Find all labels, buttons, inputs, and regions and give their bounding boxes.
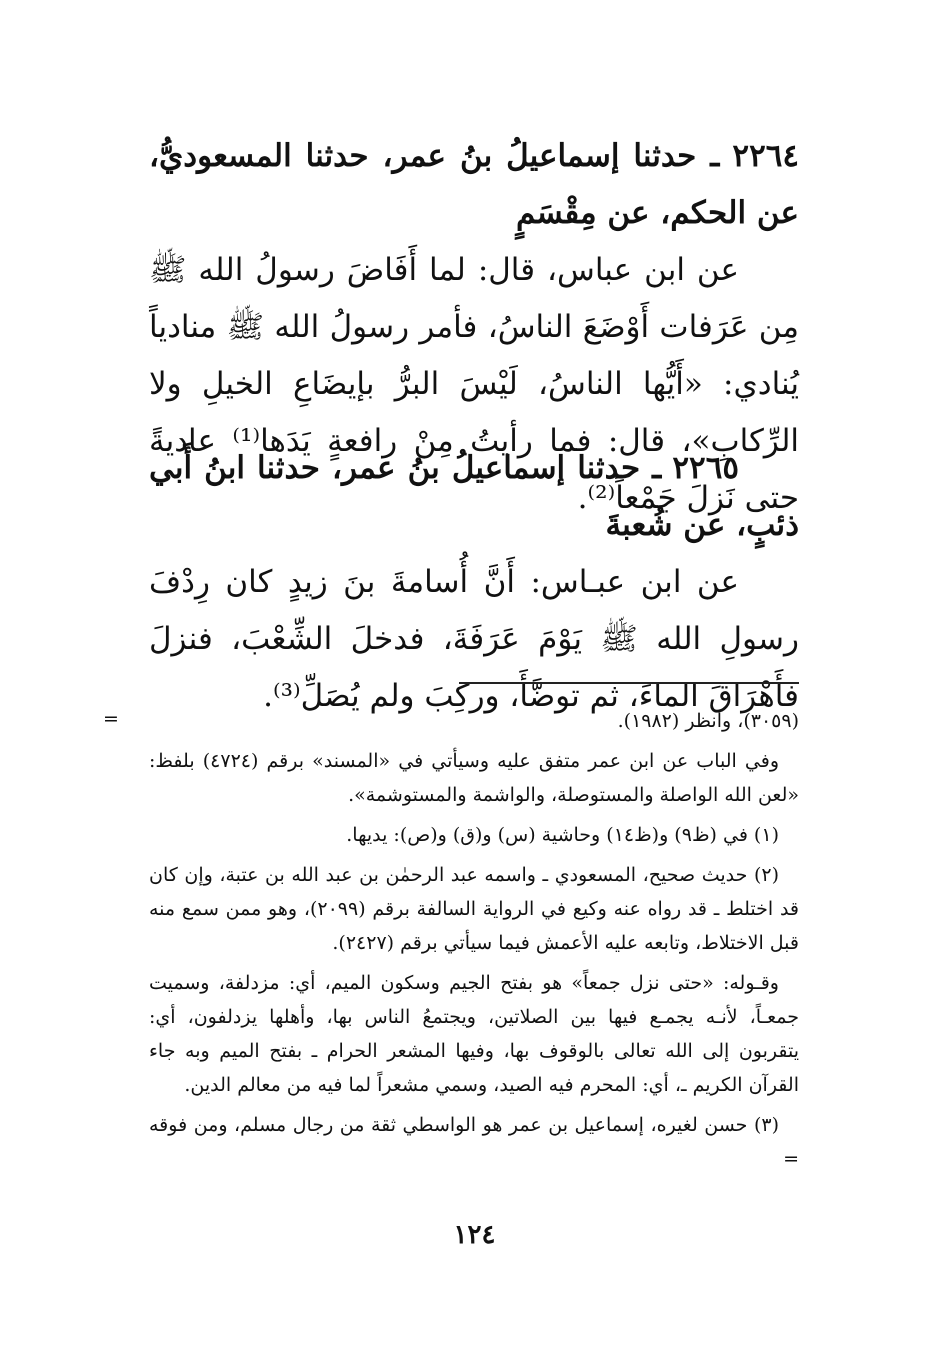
footnote-2-explanation: وقـوله: «حتى نزل جمعاً» هو بفتح الجيم وسكون الميم، أي: مزدلفة، وسميت جمعـاً، لأنـه يجمـع فيها بين الصلاتين، ويجتمعُ الناس بها، وأهلها يزدلفون، أي: يتقربون إلى الله تعالى بالوقوف بها، وفيها المشعر الحرام ـ بفتح الميم وبه جاء القرآن الكريم ـ، أي: المحرم فيه الصيد، وسمي مشعراً لما فيه من معالم الدين. (149, 972, 799, 1096)
footnote-1: (١) في (ظ٩) و(ظ١٤) وحاشية (س) و(ق) و(ص): يديها. (346, 824, 779, 846)
footnote-separator (459, 682, 799, 684)
footnote-3 (149, 1108, 799, 1176)
footnote-continuation: (٣٠٥٩)، وانظر (١٩٨٢). (617, 710, 799, 732)
hadith-2265-isnad: ٢٢٦٥ ـ حدثنا إسماعيلُ بنُ عمر، حدثنا ابنُ أَبي ذئبٍ، عن شُعبةَ (149, 450, 799, 543)
hadith-number: ٢٢٦٥ (672, 450, 740, 486)
hadith-number: ٢٢٦٤ (732, 138, 800, 174)
footnotes (149, 704, 799, 1182)
continuation-mark: = (103, 708, 119, 730)
page-number: ١٢٤ (453, 1220, 496, 1250)
continuation-mark-end: = (783, 1148, 799, 1170)
footnote-continuation-para: وفي الباب عن ابن عمر متفق عليه وسيأتي في «المسند» برقم (٤٧٢٤) بلفظ: «لعن الله الواصلة والمستوصلة، والواشمة والمستوشمة». (149, 750, 799, 806)
isnad-text: حدثنا إسماعيلُ بنُ عمر، حدثنا المسعوديُّ، عن الحكم، عن مِقْسَمٍ (149, 138, 799, 231)
footnote-2: (٢) حديث صحيح، المسعودي ـ واسمه عبد الرحمٰن بن عبد الله بن عتبة، وإن كان قد اختلط ـ قد رواه عنه وكيع في الرواية السالفة برقم (٢٠٩٩)، وهو ممن سمع منه قبل الاختلاط، وتابعه عليه الأعمش فيما سيأتي برقم (٢٤٢٧). (149, 864, 800, 954)
footnote-3-text: (٣) حسن لغيره، إسماعيل بن عمر هو الواسطي ثقة من رجال مسلم، ومن فوقه (149, 1114, 779, 1136)
hadith-2265-matn: عن ابن عبـاس: أَنَّ أُسامةَ بنَ زيدٍ كان رِدْفَ رسولِ الله ﷺ يَوْمَ عَرَفَةَ، فدخلَ الشِّعْبَ، فنزلَ فأَهْرَاقَ الماءَ، ثم توضَّأَ، وركِبَ ولم يُصَلِّ⁽³⁾. (149, 564, 799, 714)
hadith-2264-matn: عن ابن عباس، قال: لما أَفَاضَ رسولُ الله ﷺ مِن عَرَفات أَوْضَعَ الناسُ، فأمر رسولُ الله ﷺ منادياً يُنادي: «أَيُّها الناسُ، لَيْسَ البرُّ بإيضَاعِ الخيلِ ولا الرِّكابِ»، قال: فما رأيتُ مِنْ رافعةٍ يَدَها⁽¹⁾ عاديةً حتى نَزلَ جَمْعاً⁽²⁾. (149, 252, 800, 516)
isnad-text: حدثنا إسماعيلُ بنُ عمر، حدثنا ابنُ أَبي ذئبٍ، عن شُعبةَ (149, 450, 799, 543)
hadith-2264-isnad: ٢٢٦٤ ـ حدثنا إسماعيلُ بنُ عمر، حدثنا المسعوديُّ، عن الحكم، عن مِقْسَمٍ (149, 138, 800, 231)
